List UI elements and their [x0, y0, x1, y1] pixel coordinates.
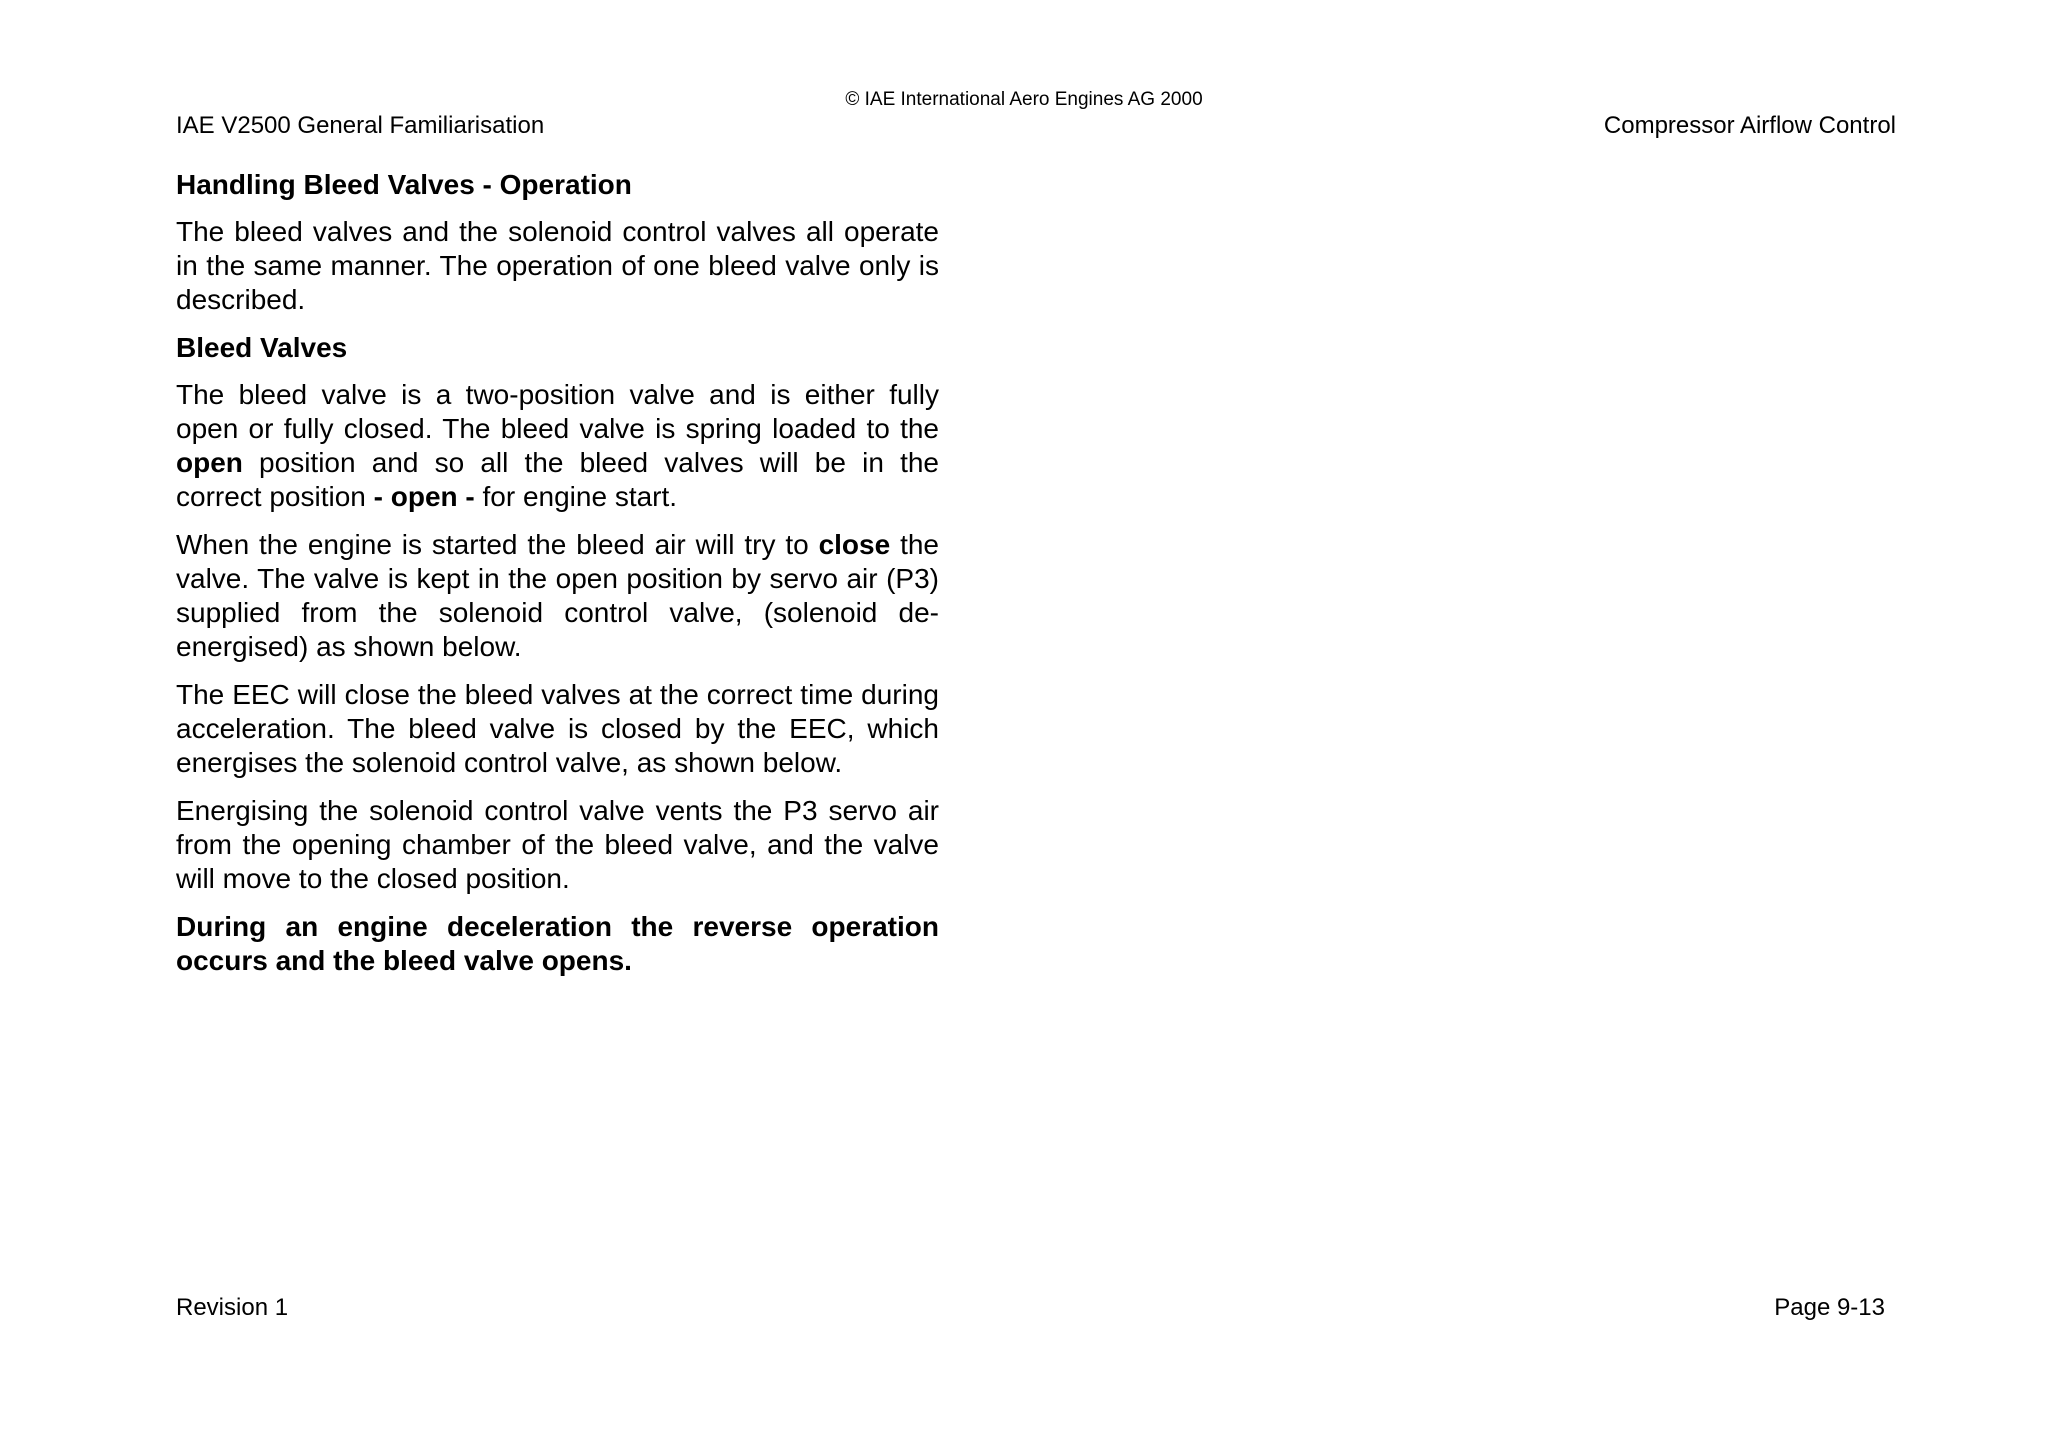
- paragraph-text: The bleed valve is a two-position valve and is either fully open or fully closed. The bleed valve is spring loaded to the: [176, 379, 939, 444]
- paragraph-text: the valve. The valve is kept in the open position by servo air (P3) supplied from the solenoid control valve, (solenoid de-energised) as shown below.: [176, 529, 939, 662]
- emphasis-close: close: [818, 529, 891, 560]
- text-column: [176, 168, 939, 992]
- document-title: IAE V2500 General Familiarisation: [176, 112, 545, 139]
- energising-paragraph: Energising the solenoid control valve vents the P3 servo air from the opening chamber of the bleed valve, and the valve will move to the closed position.: [176, 795, 939, 894]
- page-number: Page 9-13: [1774, 1294, 1885, 1321]
- paragraph-text: position and so all the bleed valves will be in the correct position: [176, 447, 939, 512]
- section-heading: Handling Bleed Valves - Operation: [176, 169, 632, 200]
- intro-paragraph: The bleed valves and the solenoid control valves all operate in the same manner. The operation of one bleed valve only is described.: [176, 216, 939, 315]
- deceleration-paragraph: During an engine deceleration the reverse operation occurs and the bleed valve opens.: [176, 911, 939, 976]
- bleed-valve-paragraph: [176, 378, 939, 514]
- paragraph-text: When the engine is started the bleed air will try to: [176, 529, 819, 560]
- paragraph-text: for engine start.: [474, 481, 678, 512]
- engine-start-paragraph: [176, 528, 939, 664]
- subsection-heading: Bleed Valves: [176, 332, 348, 363]
- emphasis-open-dashed: - open -: [373, 481, 475, 512]
- emphasis-open: open: [176, 447, 243, 478]
- revision-label: Revision 1: [176, 1294, 289, 1321]
- chapter-title: Compressor Airflow Control: [1603, 112, 1896, 139]
- eec-paragraph: The EEC will close the bleed valves at the correct time during acceleration. The bleed valve is closed by the EEC, which energises the solenoid control valve, as shown below.: [176, 679, 939, 778]
- copyright-notice: © IAE International Aero Engines AG 2000: [845, 89, 1203, 110]
